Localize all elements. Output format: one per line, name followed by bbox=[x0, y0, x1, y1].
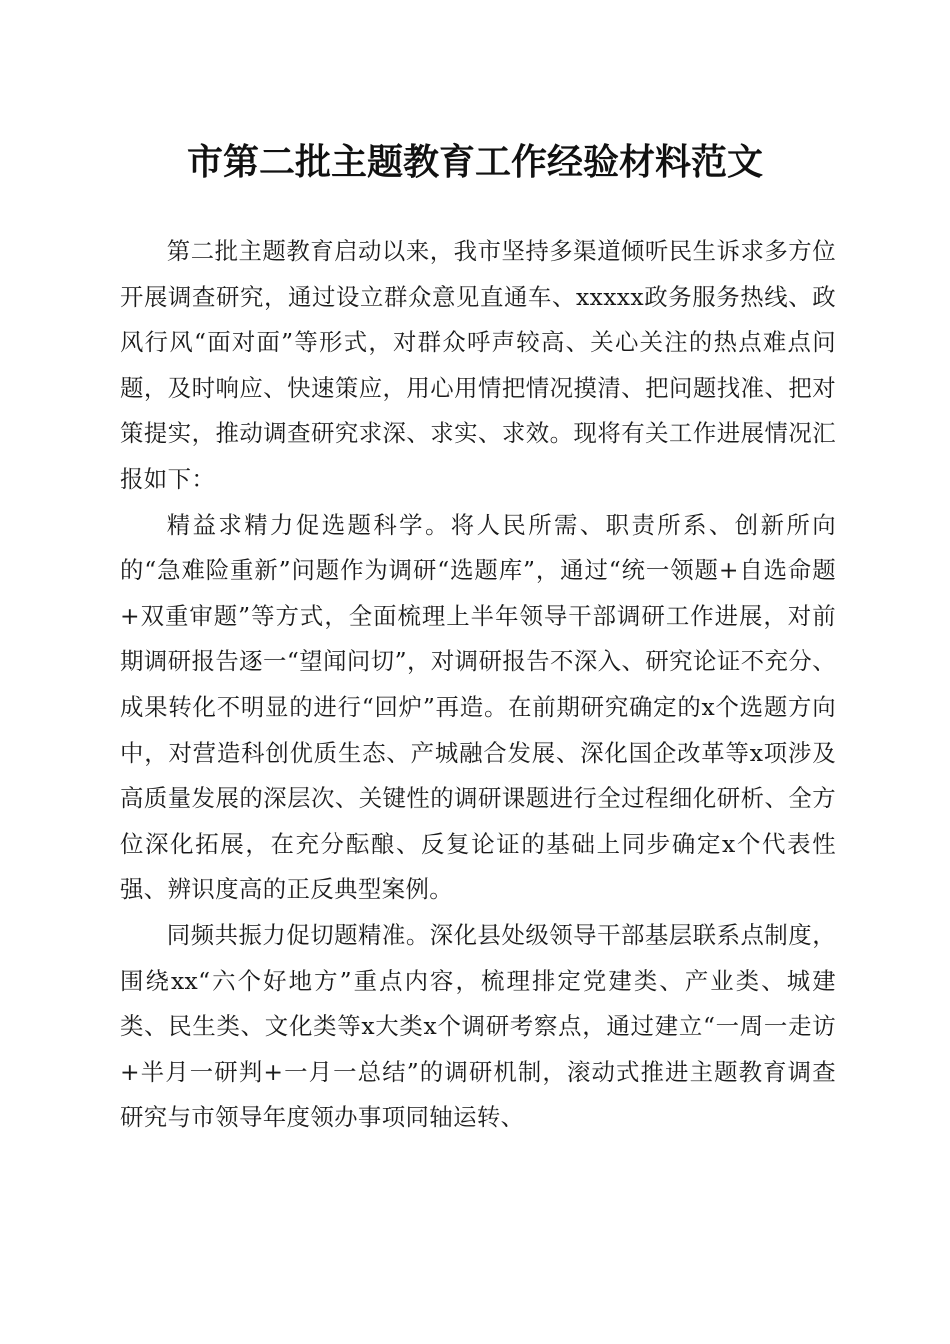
paragraph-topic-selection: 精益求精力促选题科学。将人民所需、职责所系、创新所向的“急难险重新”问题作为调研“选题库”，通过“统一领题+自选命题+双重审题”等方式，全面梳理上半年领导干部调研工作进展，对前期调研报告逐一“望闻问切”，对调研报告不深入、研究论证不充分、成果转化不明显的进行“回炉”再造。在前期研究确定的x个选题方向中，对营造科创优质生态、产城融合发展、深化国企改革等x项涉及高质量发展的深层次、关键性的调研课题进行全过程细化研析、全方位深化拓展，在充分酝酿、反复论证的基础上同步确定x个代表性强、辨识度高的正反典型案例。 bbox=[120, 510, 836, 904]
document-body bbox=[120, 229, 836, 1141]
paragraph-intro: 第二批主题教育启动以来，我市坚持多渠道倾听民生诉求多方位开展调查研究，通过设立群众意见直通车、xxxxx政务服务热线、政风行风“面对面”等形式，对群众呼声较高、关心关注的热点难点问题，及时响应、快速策应，用心用情把情况摸清、把问题找准、把对策提实，推动调查研究求深、求实、求效。现将有关工作进展情况汇报如下： bbox=[120, 237, 836, 493]
document-title: 市第二批主题教育工作经验材料范文 bbox=[186, 141, 763, 183]
paragraph-topic-precision: 同频共振力促切题精准。深化县处级领导干部基层联系点制度，围绕xx“六个好地方”重点内容，梳理排定党建类、产业类、城建类、民生类、文化类等x大类x个调研考察点，通过建立“一周一走访+半月一研判+一月一总结”的调研机制，滚动式推进主题教育调查研究与市领导年度领办事项同轴运转、 bbox=[120, 920, 836, 1132]
